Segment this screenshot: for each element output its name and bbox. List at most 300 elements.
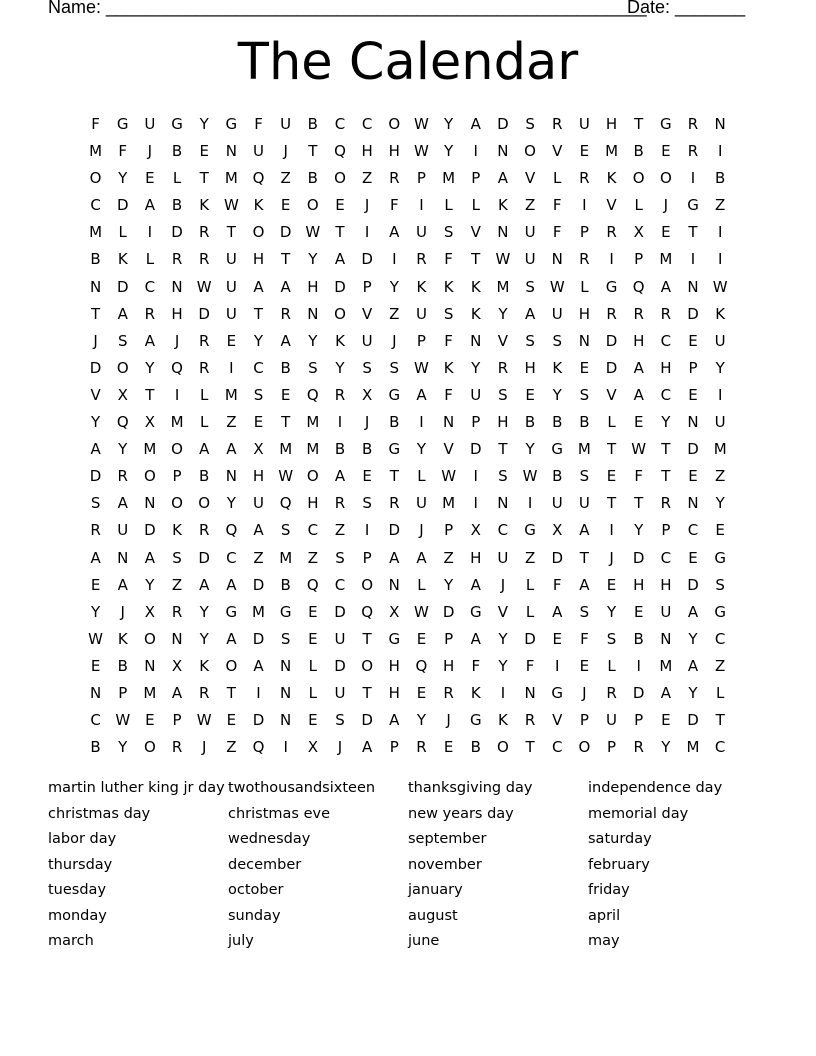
grid-letter: P (634, 250, 644, 269)
grid-letter: F (634, 467, 644, 486)
grid-letter: A (633, 358, 644, 377)
word-list-item: february (588, 856, 650, 873)
grid-letter: Y (444, 115, 454, 133)
grid-letter: I (364, 223, 370, 242)
grid-letter: C (90, 196, 101, 215)
grid-letter: A (144, 331, 156, 350)
grid-letter: A (226, 440, 237, 459)
grid-letter: N (280, 711, 292, 730)
grid-letter: L (715, 683, 725, 702)
grid-letter: L (145, 250, 155, 269)
grid-letter: O (143, 738, 156, 757)
grid-letter: S (579, 602, 590, 621)
grid-letter: H (442, 656, 455, 675)
grid-letter: F (580, 629, 589, 648)
grid-letter: D (524, 629, 536, 648)
grid-letter: G (714, 548, 726, 567)
grid-letter: M (686, 738, 700, 757)
grid-letter: E (552, 629, 562, 648)
grid-letter: P (416, 169, 426, 188)
grid-letter: T (281, 250, 291, 269)
grid-letter: T (606, 440, 617, 459)
grid-letter: J (500, 575, 506, 594)
grid-letter: N (89, 277, 102, 296)
grid-letter: K (172, 521, 182, 540)
grid-letter: M (252, 602, 265, 621)
grid-letter: S (90, 494, 101, 513)
grid-letter: I (364, 521, 370, 540)
grid-letter: Y (552, 385, 562, 404)
grid-letter: J (201, 738, 207, 757)
grid-letter: S (443, 304, 454, 323)
grid-letter: E (90, 575, 101, 594)
grid-letter: N (497, 223, 509, 242)
grid-letter: R (687, 115, 699, 133)
grid-letter: U (714, 331, 726, 350)
grid-letter: N (388, 575, 400, 594)
grid-letter: Y (661, 413, 671, 432)
grid-letter: J (663, 196, 669, 215)
grid-letter: P (118, 683, 128, 702)
grid-letter: B (552, 413, 563, 432)
grid-letter: H (307, 277, 319, 296)
grid-letter: Y (90, 413, 101, 432)
grid-letter: N (280, 683, 292, 702)
grid-letter: Y (90, 602, 101, 621)
grid-letter: A (389, 711, 400, 730)
grid-letter: C (551, 738, 563, 757)
grid-letter: T (90, 304, 101, 323)
grid-letter: I (717, 250, 723, 269)
grid-letter: N (144, 656, 156, 675)
grid-letter: A (280, 277, 291, 296)
grid-letter: D (442, 602, 455, 621)
grid-letter: I (419, 196, 424, 215)
grid-letter: F (444, 250, 453, 269)
grid-letter: D (252, 575, 265, 594)
grid-letter: U (551, 494, 563, 513)
grid-letter: C (334, 575, 346, 594)
grid-letter: Y (498, 629, 508, 648)
grid-letter: I (582, 196, 587, 215)
grid-letter: J (419, 521, 424, 540)
grid-letter: Y (335, 358, 345, 377)
grid-letter: H (524, 358, 536, 377)
grid-letter: X (470, 521, 481, 540)
grid-letter: A (334, 250, 346, 269)
grid-letter: N (171, 277, 183, 296)
grid-letter: W (495, 250, 511, 269)
word-list-item: january (408, 882, 463, 898)
grid-letter: E (661, 223, 671, 242)
word-list-item: labor day (48, 831, 117, 847)
grid-letter: G (524, 521, 536, 540)
grid-letter: H (388, 142, 400, 161)
grid-letter: H (252, 467, 265, 486)
grid-letter: N (687, 277, 699, 296)
grid-letter: K (443, 277, 454, 296)
grid-letter: E (606, 575, 617, 594)
grid-letter: A (660, 683, 671, 702)
grid-letter: R (90, 521, 101, 540)
grid-letter: M (143, 683, 157, 702)
grid-letter: J (337, 738, 343, 757)
grid-letter: G (171, 115, 183, 133)
grid-letter: G (279, 602, 292, 621)
grid-letter: H (633, 575, 645, 594)
grid-letter: W (441, 467, 457, 486)
grid-letter: P (579, 711, 589, 730)
grid-letter: P (416, 331, 426, 350)
grid-letter: K (498, 711, 508, 730)
grid-letter: T (226, 683, 236, 702)
word-list-item: november (408, 856, 482, 873)
grid-letter: N (578, 331, 590, 350)
grid-letter: B (524, 413, 536, 432)
grid-letter: L (200, 413, 209, 432)
grid-letter: P (444, 521, 454, 540)
grid-letter: G (605, 277, 618, 296)
grid-letter: T (525, 738, 535, 757)
grid-letter: I (473, 494, 478, 513)
grid-letter: W (115, 711, 131, 730)
grid-letter: M (496, 277, 510, 296)
grid-letter: Q (334, 142, 346, 161)
grid-letter: T (199, 169, 209, 188)
grid-letter: S (715, 575, 725, 594)
grid-letter: R (416, 738, 427, 757)
grid-letter: Y (444, 575, 454, 594)
grid-letter: N (225, 467, 237, 486)
grid-letter: M (713, 440, 727, 459)
grid-letter: V (552, 711, 563, 730)
grid-letter: U (470, 385, 482, 404)
grid-letter: D (89, 467, 102, 486)
grid-letter: T (579, 548, 589, 567)
grid-letter: R (198, 223, 210, 242)
word-list-item: christmas eve (228, 805, 330, 822)
word-list-item: thursday (48, 856, 113, 873)
grid-letter: W (522, 467, 538, 486)
grid-letter: I (337, 413, 343, 432)
grid-letter: R (198, 521, 210, 540)
grid-letter: G (388, 629, 401, 648)
grid-letter: C (361, 115, 373, 133)
grid-letter: N (117, 548, 129, 567)
grid-letter: W (414, 115, 429, 133)
grid-letter: S (606, 629, 617, 648)
grid-letter: V (470, 223, 481, 242)
grid-letter: U (497, 548, 509, 567)
grid-letter: Y (118, 738, 128, 757)
grid-letter: D (252, 629, 265, 648)
grid-letter: E (145, 711, 155, 730)
grid-letter: R (606, 223, 617, 242)
grid-letter: O (198, 494, 211, 513)
grid-letter: S (172, 548, 182, 567)
grid-letter: E (579, 358, 590, 377)
grid-letter: H (252, 250, 265, 269)
grid-letter: R (198, 358, 210, 377)
grid-letter: C (307, 521, 319, 540)
grid-letter: D (116, 196, 129, 215)
grid-letter: D (551, 548, 564, 567)
grid-letter: A (470, 629, 481, 648)
grid-letter: E (688, 331, 698, 350)
grid-letter: A (389, 548, 400, 567)
grid-letter: W (223, 196, 239, 215)
grid-letter: K (253, 196, 264, 215)
grid-letter: U (280, 115, 292, 133)
grid-letter: G (551, 683, 564, 702)
grid-letter: B (633, 142, 644, 161)
grid-letter: Z (280, 169, 291, 188)
grid-letter: Y (498, 656, 508, 675)
grid-letter: O (632, 169, 645, 188)
grid-letter: Z (226, 738, 237, 757)
grid-letter: M (279, 440, 293, 459)
grid-letter: C (497, 521, 509, 540)
grid-letter: E (308, 711, 318, 730)
grid-letter: M (659, 656, 673, 675)
grid-letter: M (306, 440, 320, 459)
grid-letter: R (579, 169, 590, 188)
grid-letter: R (198, 250, 210, 269)
grid-letter: R (334, 385, 346, 404)
grid-letter: O (334, 169, 346, 188)
grid-letter: A (90, 440, 101, 459)
grid-letter: U (606, 711, 618, 730)
grid-letter: E (90, 656, 101, 675)
grid-letter: S (525, 115, 535, 133)
grid-letter: A (334, 467, 346, 486)
grid-letter: L (580, 277, 589, 296)
grid-letter: R (497, 358, 509, 377)
word-list-item: independence day (588, 780, 723, 796)
grid-letter: W (549, 277, 565, 296)
grid-letter: R (660, 304, 672, 323)
grid-letter: R (660, 494, 672, 513)
grid-letter: L (172, 169, 182, 188)
grid-letter: B (579, 413, 590, 432)
grid-letter: K (443, 358, 454, 377)
grid-letter: W (414, 142, 429, 161)
grid-letter: G (225, 602, 238, 621)
grid-letter: U (524, 223, 536, 242)
grid-letter: A (253, 521, 264, 540)
grid-letter: F (552, 196, 562, 215)
grid-letter: R (117, 467, 128, 486)
grid-letter: F (552, 223, 562, 242)
grid-letter: A (362, 738, 373, 757)
grid-letter: K (498, 196, 508, 215)
grid-letter: A (144, 196, 156, 215)
grid-letter: U (578, 115, 590, 133)
grid-letter: M (605, 142, 619, 161)
grid-letter: A (470, 575, 481, 594)
word-list-item: friday (588, 882, 630, 898)
grid-letter: C (714, 738, 726, 757)
grid-letter: H (633, 331, 645, 350)
grid-letter: W (278, 467, 294, 486)
grid-letter: D (687, 440, 699, 459)
grid-letter: M (89, 223, 103, 242)
grid-letter: O (361, 575, 374, 594)
grid-letter: Y (253, 331, 264, 350)
grid-letter: X (552, 521, 563, 540)
grid-letter: X (362, 385, 373, 404)
grid-letter: S (525, 331, 535, 350)
word-list-item: martin luther king jr day (48, 780, 225, 796)
grid-letter: D (334, 656, 346, 675)
grid-letter: K (199, 656, 210, 675)
grid-letter: L (200, 385, 209, 404)
grid-letter: E (280, 385, 291, 404)
grid-letter: M (442, 494, 456, 513)
grid-letter: Y (226, 494, 236, 513)
grid-letter: L (118, 223, 127, 242)
grid-letter: O (171, 494, 183, 513)
grid-letter: B (334, 440, 346, 459)
grid-letter: Q (252, 738, 265, 757)
grid-letter: T (688, 223, 698, 242)
grid-letter: E (579, 142, 590, 161)
grid-letter: L (525, 602, 535, 621)
grid-letter: L (634, 196, 643, 215)
grid-letter: H (660, 358, 672, 377)
header (48, 0, 748, 18)
word-list-item: july (228, 933, 254, 949)
grid-letter: F (471, 656, 481, 675)
grid-letter: Y (634, 521, 644, 540)
grid-letter: V (90, 385, 101, 404)
word-list-item: april (588, 907, 621, 924)
grid-letter: B (280, 575, 291, 594)
grid-letter: N (551, 250, 563, 269)
grid-letter: U (714, 413, 726, 432)
grid-letter: P (389, 738, 399, 757)
grid-letter: L (417, 467, 426, 486)
grid-letter: D (469, 440, 482, 459)
grid-letter: U (578, 494, 590, 513)
grid-letter: K (335, 331, 345, 350)
grid-letter: H (660, 575, 672, 594)
grid-letter: I (555, 656, 560, 675)
grid-letter: Q (415, 656, 428, 675)
grid-letter: O (497, 738, 509, 757)
grid-letter: I (690, 250, 696, 269)
grid-letter: M (224, 169, 238, 188)
grid-letter: I (174, 385, 180, 404)
grid-letter: I (527, 494, 533, 513)
grid-letter: Y (498, 304, 508, 323)
grid-letter: Z (524, 548, 536, 567)
grid-letter: A (226, 575, 237, 594)
grid-letter: E (579, 656, 590, 675)
grid-letter: C (660, 331, 672, 350)
grid-letter: I (473, 467, 478, 486)
grid-letter: N (442, 413, 455, 432)
grid-letter: B (361, 440, 373, 459)
grid-letter: R (389, 494, 400, 513)
grid-letter: G (388, 440, 401, 459)
grid-letter: A (90, 548, 101, 567)
grid-letter: A (579, 575, 590, 594)
grid-letter: A (253, 277, 264, 296)
grid-letter: E (443, 738, 454, 757)
grid-letter: O (225, 656, 238, 675)
grid-letter: V (552, 142, 563, 161)
grid-letter: L (417, 575, 426, 594)
grid-letter: O (143, 467, 156, 486)
grid-letter: U (117, 521, 129, 540)
grid-letter: T (253, 304, 264, 323)
grid-letter: D (361, 250, 373, 269)
grid-letter: Q (225, 521, 238, 540)
word-list-item: december (228, 856, 302, 873)
grid-letter: S (280, 521, 291, 540)
grid-letter: Y (199, 115, 209, 133)
grid-letter: T (226, 223, 236, 242)
grid-letter: T (335, 223, 345, 242)
grid-letter: I (419, 413, 424, 432)
word-list-item: wednesday (228, 831, 311, 847)
grid-letter: E (715, 521, 725, 540)
grid-letter: A (687, 602, 699, 621)
word-list-item: march (48, 933, 94, 949)
grid-letter: G (660, 115, 672, 133)
grid-letter: O (578, 738, 591, 757)
grid-letter: E (280, 196, 291, 215)
grid-letter: E (688, 548, 698, 567)
grid-letter: Y (308, 250, 318, 269)
grid-letter: F (552, 575, 562, 594)
grid-letter: D (144, 521, 156, 540)
grid-letter: W (414, 602, 429, 621)
grid-letter: N (524, 683, 536, 702)
grid-letter: I (392, 250, 397, 269)
grid-letter: X (144, 602, 156, 621)
grid-letter: U (660, 602, 672, 621)
grid-letter: N (660, 629, 672, 648)
grid-letter: W (196, 277, 212, 296)
grid-letter: K (470, 683, 481, 702)
grid-letter: S (552, 331, 562, 350)
word-list-item: monday (48, 907, 107, 924)
grid-letter: Y (525, 440, 535, 459)
grid-letter: C (90, 711, 101, 730)
grid-letter: L (607, 413, 616, 432)
grid-letter: K (715, 304, 726, 323)
grid-letter: H (388, 656, 400, 675)
grid-letter: P (579, 223, 589, 242)
word-list-item: saturday (588, 831, 652, 847)
grid-letter: F (254, 115, 263, 133)
grid-letter: E (145, 169, 155, 188)
grid-letter: H (307, 494, 319, 513)
grid-letter: E (226, 711, 237, 730)
grid-letter: Z (524, 196, 536, 215)
grid-letter: E (661, 711, 671, 730)
grid-letter: Y (118, 169, 128, 188)
grid-letter: D (605, 331, 618, 350)
grid-letter: Q (252, 169, 265, 188)
grid-letter: E (661, 142, 671, 161)
grid-letter: R (524, 711, 536, 730)
grid-letter: Y (145, 358, 155, 377)
grid-letter: P (362, 548, 372, 567)
grid-letter: I (636, 656, 641, 675)
